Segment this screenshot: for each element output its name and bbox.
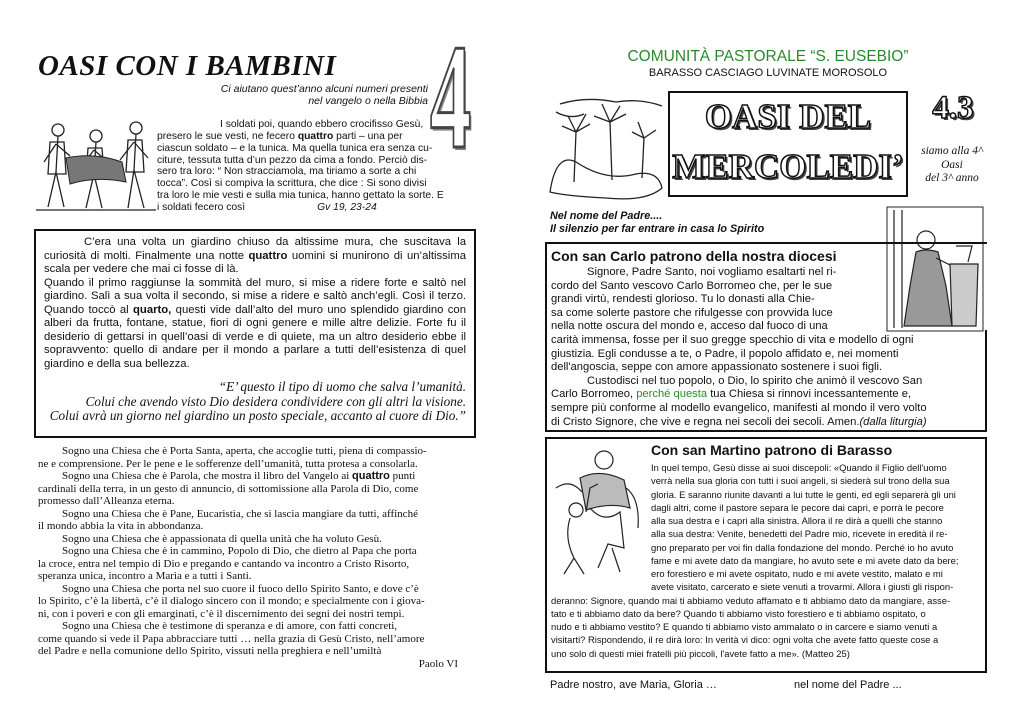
- story-box: [34, 229, 476, 438]
- soldiers-illustration: [36, 112, 156, 216]
- poem-line: speranza unica, incontro a Maria e a tutti i Santi.: [38, 570, 252, 582]
- martino-line: fame e mi avete dato da mangiare, ho avuto sete e mi avete dato da bere;: [651, 554, 959, 566]
- left-subtitle: [150, 83, 428, 107]
- story-text: Quando il primo raggiunse la sommità del muro, si mise a ridere forte e saltò nel giardino. Salì a sua volta il secondo, si mise a ridere e saltò anch’egli. Così il terzo. Quando toccò al: [44, 276, 466, 316]
- martino-line: nudo e ti abbiamo vestito? E quando ti abbiamo visto ammalato o in carcere e siamo venuti a: [551, 621, 938, 632]
- poem-highlight-quattro: quattro: [352, 470, 390, 482]
- poem-author: Paolo VI: [418, 657, 458, 670]
- oasis-illustration: [546, 92, 666, 206]
- gospel-text: presero le sue vesti, ne fecero: [157, 130, 295, 142]
- story-text: C’era una volta un giardino chiuso da altissime mura, che suscitava la curiosità di molti. Finalmente una notte: [44, 236, 466, 262]
- martino-line: gno preparato per voi fin dalla fondazione del mondo. Perché io ho avuto: [651, 541, 954, 553]
- poem-text: punti: [389, 470, 416, 482]
- martino-line: deranno: Signore, quando mai ti abbiamo veduto affamato e ti abbiamo dato da mangiare, asse-: [551, 594, 951, 606]
- prayer-line: [551, 416, 983, 430]
- subtitle-line: nel vangelo o nella Bibbia: [308, 95, 428, 107]
- martino-line: uno solo di questi miei fratelli più piccoli, l'avete fatto a me». (Matteo 25): [551, 647, 850, 659]
- story-highlight-quarto: quarto,: [133, 303, 172, 316]
- prayer-line: sa come solerte pastore che rifulgesse con provvida luce: [551, 306, 833, 319]
- prayer-text: Carlo Borromeo,: [551, 388, 634, 401]
- san-carlo-heading: Con san Carlo patrono della nostra diocesi: [551, 248, 837, 264]
- prayer-line: [551, 388, 983, 402]
- left-page-title: OASI CON I BAMBINI: [38, 50, 337, 82]
- san-martino-heading: Con san Martino patrono di Barasso: [651, 442, 893, 458]
- gospel-line: ciascun soldato – e la tunica. Ma quella tunica era senza cu-: [157, 142, 433, 154]
- prayer-highlight: perché questa: [636, 388, 708, 401]
- martino-line: ero forestiero e mi avete ospitato, nudo e mi avete vestito, malato e mi: [651, 568, 943, 579]
- quote-line: Colui avrà un giorno nel giardino un posto speciale, accanto al cuore di Dio.”: [49, 408, 466, 423]
- prayer-line: carità immensa, fosse per il suo gregge specchio di vita e modello di ogni: [551, 333, 914, 346]
- prayer-text: di Cristo Signore, che vive e regna nei secoli dei secoli. Amen.: [551, 415, 860, 428]
- prayer-line: cordo del Santo vescovo Carlo Borromeo che, per le sue: [551, 279, 833, 292]
- prayer-line: grandi virtù, rendesti glorioso. Tu lo donasti alla Chie-: [551, 293, 815, 306]
- san-martino-gospel: [551, 461, 983, 660]
- martino-line: visitarti? Rispondendo, il re dirà loro: In verità vi dico: ogni volta che avete fatto queste cose a: [551, 634, 939, 646]
- gospel-text: parti – una per: [333, 130, 403, 142]
- poem-line: Sogno una Chiesa che è appassionata di quella unità che ha voluto Gesù.: [62, 532, 382, 545]
- footer-sign-of-cross: nel nome del Padre ...: [794, 679, 902, 691]
- san-carlo-prayer: [551, 266, 983, 429]
- martino-line: alla sua destra e i capri alla sinistra. Allora il re dirà a quelli che stanno: [651, 515, 943, 526]
- quote-line: “E’ questo il tipo di uomo che salva l’umanità.: [218, 379, 466, 394]
- story-quote: [44, 380, 466, 424]
- poem-line: cardinali della terra, in un gesto di annuncio, di sottomissione alla Parola di Dio, come: [38, 482, 419, 495]
- prayer-text: tua Chiesa si rinnovi incessantemente e,: [710, 388, 912, 401]
- poem-line: ne e comprensione. Per le pene e le sofferenze dell’umanità, tutta protesa a consolarla.: [38, 457, 418, 470]
- poem-line: [38, 470, 476, 483]
- gospel-line: tocca”. Così si compiva la scrittura, che dice : Si sono divisi: [157, 178, 427, 190]
- martino-line: gloria. E saranno riunite davanti a lui tutte le genti, ed egli separerà gli uni: [651, 488, 956, 500]
- martino-line: alla sua destra: Venite, benedetti del Padre mio, ricevete in eredità il re-: [651, 528, 948, 540]
- intro-line: Nel nome del Padre....: [550, 210, 663, 222]
- intro-line: Il silenzio per far entrare in casa lo Spirito: [550, 223, 765, 235]
- martino-line: In quel tempo, Gesù disse ai suoi discepoli: «Quando il Figlio dell'uomo: [651, 462, 947, 473]
- story-paragraph: [44, 277, 466, 372]
- prayer-line: sempre più conforme al modello evangelico, manifesti al mondo il vero volto: [551, 401, 927, 414]
- gospel-passage: [157, 119, 475, 214]
- prayer-line: Signore, Padre Santo, noi vogliamo esaltarti nel ri-: [587, 266, 837, 278]
- oasi-title-line: MERCOLEDI’: [672, 147, 904, 186]
- big-number-four: 4: [430, 14, 472, 180]
- martino-line: tato e ti abbiamo dato da bere? Quando ti abbiamo visto forestiero e ti abbiamo ospitato, o: [551, 607, 926, 619]
- martino-line: dagli altri, come il pastore separa le pecore dai capri, e porrà le pecore: [651, 501, 944, 513]
- poem-line: Sogno una Chiesa che è Porta Santa, aperta, che accoglie tutti, piena di compassio-: [62, 445, 427, 457]
- gospel-text: i soldati fecero così: [157, 201, 246, 213]
- quote-line: Colui che avendo visto Dio desidera condividere con gli altri la visione.: [85, 393, 466, 409]
- gospel-line: [157, 131, 475, 143]
- prayer-line: giustizia. Egli condusse a te, o Padre, il popolo affidato e, nei momenti: [551, 347, 899, 360]
- poem-line: la croce, entra nel tempio di Dio e pregando e cantando va incontro a Cristo Risorto,: [38, 557, 410, 570]
- oasi-title-box: [668, 91, 908, 197]
- oasi-title-line: OASI DEL: [704, 97, 872, 136]
- poem-line: Sogno una Chiesa che è Pane, Eucaristia, che si lascia mangiare da tutti, affinché: [62, 507, 418, 520]
- prayer-line: Custodisci nel tuo popolo, o Dio, lo spirito che animò il vescovo San: [587, 374, 923, 387]
- issue-number: 4.3: [932, 90, 974, 126]
- community-name: COMUNITÀ PASTORALE “S. EUSEBIO”: [627, 48, 909, 65]
- intro-text: [550, 210, 764, 236]
- poem-line: Sogno una Chiesa che porta nel suo cuore il fuoco dello Spirito Santo, e dove c’è: [62, 582, 419, 595]
- poem-line: del Padre e nella comunione dello Spirito, vissuti nella preghiera e nell’umiltà: [38, 645, 382, 657]
- poem-line: Sogno una Chiesa che è testimone di speranza e di amore, con fatti concreti,: [62, 620, 398, 632]
- subtitle-line: Ci aiutano quest’anno alcuni numeri presenti: [220, 83, 428, 95]
- issue-note-line: siamo alla 4^: [921, 145, 983, 157]
- prayer-source: (dalla liturgia): [859, 415, 927, 428]
- prayer-line: dell'angoscia, seppe con amore appassionato sostenere i suoi figli.: [551, 361, 883, 374]
- story-text: questi vide dall’alto del muro uno splendido giardino con alberi da frutta, fontane, statue, fiori di ogni genere e mille altre delizie. Forte fu il desiderio di gettarsi in quell’oasi di verde e di quiete, ma un altro desiderio ebbe il sopravvento: quello di andare per il mondo a parlare a tutti dell’esistenza di quel giardino e della sua bellezza.: [44, 303, 466, 370]
- poem-line: Sogno una Chiesa che è in cammino, Popolo di Dio, che dietro al Papa che porta: [62, 545, 417, 557]
- poem-line: il mondo abbia la vita in abbondanza.: [38, 520, 204, 532]
- story-text: uomini si munirono di un’altissima scala per vedere che mai ci fosse di là.: [44, 249, 467, 275]
- story-highlight-quattro: quattro: [248, 249, 288, 262]
- gospel-line: I soldati poi, quando ebbero crocifisso Gesù,: [220, 119, 424, 130]
- prayer-line: nella notte oscura del mondo e, acceso dal fuoco di una: [551, 320, 828, 333]
- story-paragraph: [44, 236, 466, 277]
- poem-text: Sogno una Chiesa che è Parola, che mostra il libro del Vangelo ai: [62, 470, 350, 482]
- gospel-highlight-quattro: quattro: [297, 130, 334, 142]
- poem-line: lo Spirito, c’è la libertà, c’è il dialogo sincero con il mondo; e specialmente con i giova-: [38, 595, 425, 607]
- dream-church-poem: [38, 445, 476, 670]
- poem-line: promesso dall’Alleanza eterna.: [38, 495, 175, 507]
- community-towns: BARASSO CASCIAGO LUVINATE MOROSOLO: [648, 67, 888, 79]
- poem-line: come quando si vede il Papa abbracciare tutti … nella grazia di Gesù Cristo, nell’amore: [38, 632, 425, 645]
- gospel-line: [157, 202, 475, 214]
- issue-note-line: del 3^ anno: [925, 172, 979, 184]
- gospel-line: tra loro le mie vesti e sulla mia tunica, hanno gettato la sorte. E: [157, 190, 444, 202]
- gospel-line: citure, tessuta tutta d’un pezzo da cima a fondo. Perciò dis-: [157, 154, 428, 166]
- martino-line: avete visitato, carcerato e siete venuti a trovarmi. Allora i giusti gli rispon-: [651, 581, 954, 593]
- gospel-reference: Gv 19, 23-24: [317, 201, 377, 213]
- issue-note-line: Oasi: [941, 158, 963, 171]
- gospel-line: sero tra loro: “ Non stracciamola, ma tiriamo a sorte a chi: [157, 166, 417, 178]
- issue-note: [912, 145, 992, 186]
- footer-prayers: Padre nostro, ave Maria, Gloria …: [550, 679, 717, 691]
- poem-line: ni, con i poveri e con gli emarginati, c’è il discernimento dei segni dei nostri tempi.: [38, 607, 405, 620]
- martino-line: verrà nella sua gloria con tutti i suoi angeli, si siederà sul trono della sua: [651, 475, 950, 487]
